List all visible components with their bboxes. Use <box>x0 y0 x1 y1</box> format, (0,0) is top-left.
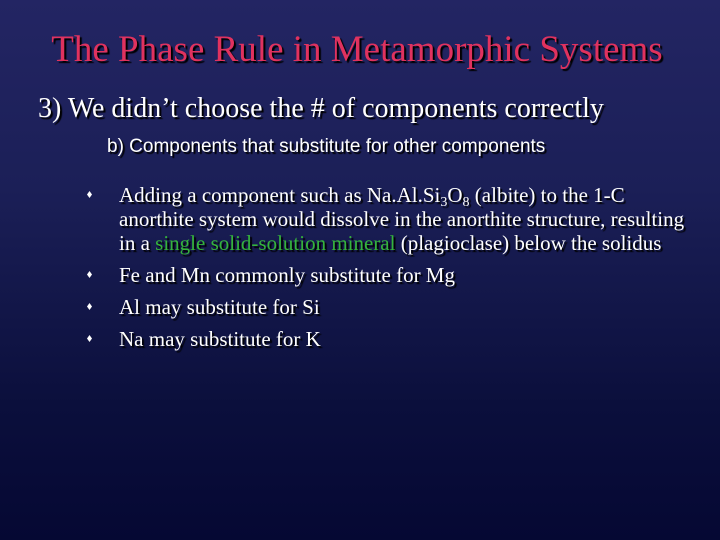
bullet-text <box>119 180 686 255</box>
diamond-bullet-icon <box>87 191 92 198</box>
bullet-item <box>86 324 686 351</box>
bullet-item <box>86 260 686 287</box>
bullet-item <box>86 180 686 255</box>
highlighted-text: single solid-solution mineral <box>155 231 396 255</box>
diamond-bullet-icon <box>87 271 92 278</box>
bullet-text-part: O <box>447 183 463 207</box>
bullet-text: Na may substitute for K <box>119 327 321 351</box>
diamond-bullet-icon <box>87 335 92 342</box>
bullet-text-part: (albite) to the 1-C anorthite system would dissolve in the anorthite structure, resulting in a <box>119 183 685 255</box>
section-heading: 3) We didn’t choose the # of components correctly <box>38 93 604 124</box>
subsection-heading: b) Components that substitute for other components <box>107 136 546 157</box>
subscript-8: 8 <box>462 195 470 210</box>
bullet-text-part: Adding a component such as Na.Al.Si <box>119 183 441 207</box>
bullet-text-part: (plagioclase) below the solidus <box>395 231 662 255</box>
diamond-bullet-icon <box>87 303 92 310</box>
subscript-3: 3 <box>440 195 448 210</box>
bullet-text: Al may substitute for Si <box>119 295 320 319</box>
slide-title: The Phase Rule in Metamorphic Systems <box>51 29 663 70</box>
bullet-text: Fe and Mn commonly substitute for Mg <box>119 263 455 287</box>
bullet-list <box>86 180 686 356</box>
bullet-item <box>86 292 686 319</box>
